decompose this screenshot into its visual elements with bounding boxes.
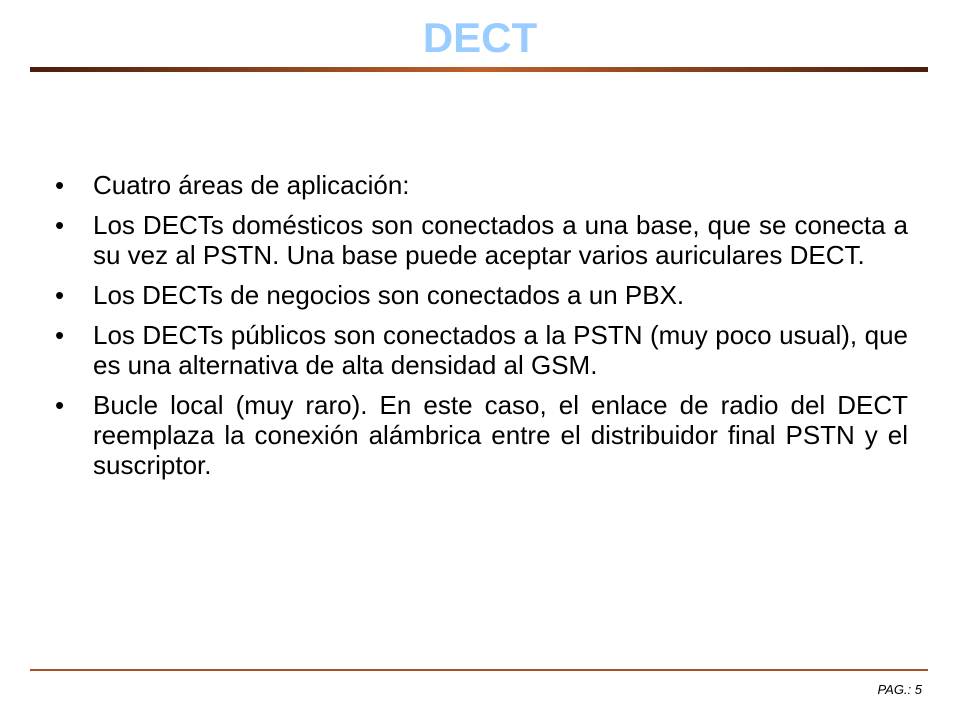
bullet-text: Los DECTs públicos son conectados a la PSTN (muy poco usual), que es una alternativa de alta densidad al GSM. bbox=[93, 320, 908, 380]
title-divider bbox=[30, 67, 928, 72]
bullet-item bbox=[55, 170, 908, 200]
bullet-dot-icon: • bbox=[55, 170, 65, 200]
bullet-text: Cuatro áreas de aplicación: bbox=[93, 170, 410, 200]
slide-title: DECT bbox=[422, 14, 538, 61]
bullet-text: Los DECTs de negocios son conectados a un PBX. bbox=[93, 280, 685, 310]
bullet-item bbox=[55, 390, 908, 480]
bullet-text: Los DECTs domésticos son conectados a una base, que se conecta a su vez al PSTN. Una base puede aceptar varios auriculares DECT. bbox=[93, 210, 908, 270]
bullet-item bbox=[55, 320, 908, 380]
bullet-list bbox=[55, 170, 908, 490]
bullet-item bbox=[55, 280, 908, 310]
bullet-dot-icon: • bbox=[55, 390, 65, 420]
page-number: PAG.: 5 bbox=[877, 682, 922, 697]
bullet-dot-icon: • bbox=[55, 280, 65, 310]
footer-divider bbox=[30, 669, 928, 671]
bullet-text: Bucle local (muy raro). En este caso, el enlace de radio del DECT reemplaza la conexión alámbrica entre el distribuidor final PSTN y el suscriptor. bbox=[93, 390, 908, 480]
bullet-item bbox=[55, 210, 908, 270]
bullet-dot-icon: • bbox=[55, 210, 65, 240]
bullet-dot-icon: • bbox=[55, 320, 65, 350]
